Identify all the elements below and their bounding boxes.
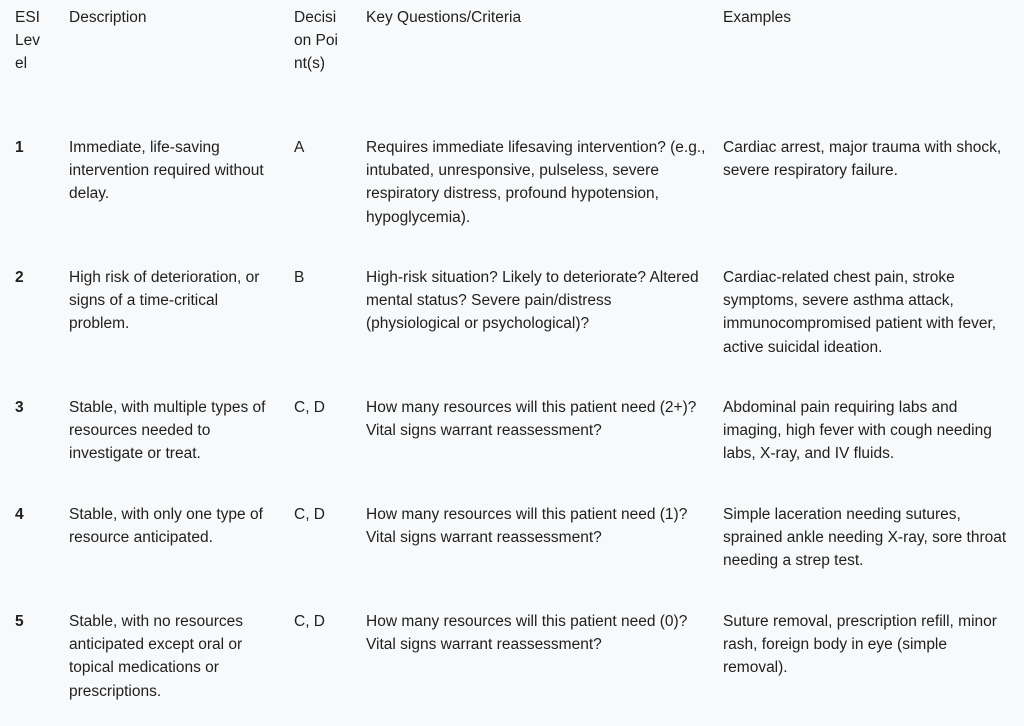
table-row	[0, 136, 1024, 266]
cell-esi-level: 5	[15, 613, 24, 630]
cell-decision-points: C, D	[294, 399, 325, 416]
table-row	[0, 503, 1024, 610]
header-description: Description	[69, 9, 147, 26]
cell-examples: Abdominal pain requiring labs and imaging, high fever with cough needing labs, X-ray, and IV fluids.	[723, 399, 992, 463]
cell-key-questions: How many resources will this patient need (1)? Vital signs warrant reassessment?	[366, 506, 688, 547]
cell-description: Stable, with no resources anticipated except oral or topical medications or prescriptions.	[69, 613, 244, 700]
table-row	[0, 266, 1024, 396]
cell-examples: Cardiac-related chest pain, stroke symptoms, severe asthma attack, immunocompromised patient with fever, active suicidal ideation.	[723, 269, 997, 356]
cell-decision-points: C, D	[294, 613, 325, 630]
table-row	[0, 396, 1024, 503]
cell-esi-level: 3	[15, 399, 24, 416]
esi-triage-table	[0, 6, 1024, 710]
cell-examples: Suture removal, prescription refill, minor rash, foreign body in eye (simple removal).	[723, 613, 997, 677]
cell-examples: Cardiac arrest, major trauma with shock, severe respiratory failure.	[723, 139, 1002, 180]
cell-decision-points: C, D	[294, 506, 325, 523]
table-body	[0, 136, 1024, 710]
header-examples: Examples	[723, 9, 792, 26]
cell-key-questions: Requires immediate lifesaving intervention? (e.g., intubated, unresponsive, pulseless, severe respiratory distress, profound hypotension, hypoglycemia).	[366, 139, 706, 226]
header-key-questions: Key Questions/Criteria	[366, 9, 522, 26]
cell-key-questions: How many resources will this patient need (2+)? Vital signs warrant reassessment?	[366, 399, 697, 440]
cell-description: High risk of deterioration, or signs of a time-critical problem.	[69, 269, 260, 333]
cell-decision-points: B	[294, 269, 305, 286]
cell-description: Immediate, life-saving intervention required without delay.	[69, 139, 264, 203]
cell-key-questions: How many resources will this patient need (0)? Vital signs warrant reassessment?	[366, 613, 688, 654]
cell-description: Stable, with only one type of resource anticipated.	[69, 506, 263, 547]
cell-esi-level: 2	[15, 269, 24, 286]
cell-esi-level: 4	[15, 506, 24, 523]
cell-description: Stable, with multiple types of resources needed to investigate or treat.	[69, 399, 266, 463]
cell-esi-level: 1	[15, 139, 24, 156]
header-row	[0, 6, 1024, 136]
header-decision-points: Decision Point(s)	[294, 9, 338, 73]
cell-examples: Simple laceration needing sutures, sprained ankle needing X-ray, sore throat needing a strep test.	[723, 506, 1007, 570]
header-esi-level: ESI Level	[15, 9, 40, 73]
cell-decision-points: A	[294, 139, 305, 156]
table-header	[0, 6, 1024, 136]
cell-key-questions: High-risk situation? Likely to deteriorate? Altered mental status? Severe pain/distress (physiological or psychological)?	[366, 269, 699, 333]
table-row	[0, 610, 1024, 710]
